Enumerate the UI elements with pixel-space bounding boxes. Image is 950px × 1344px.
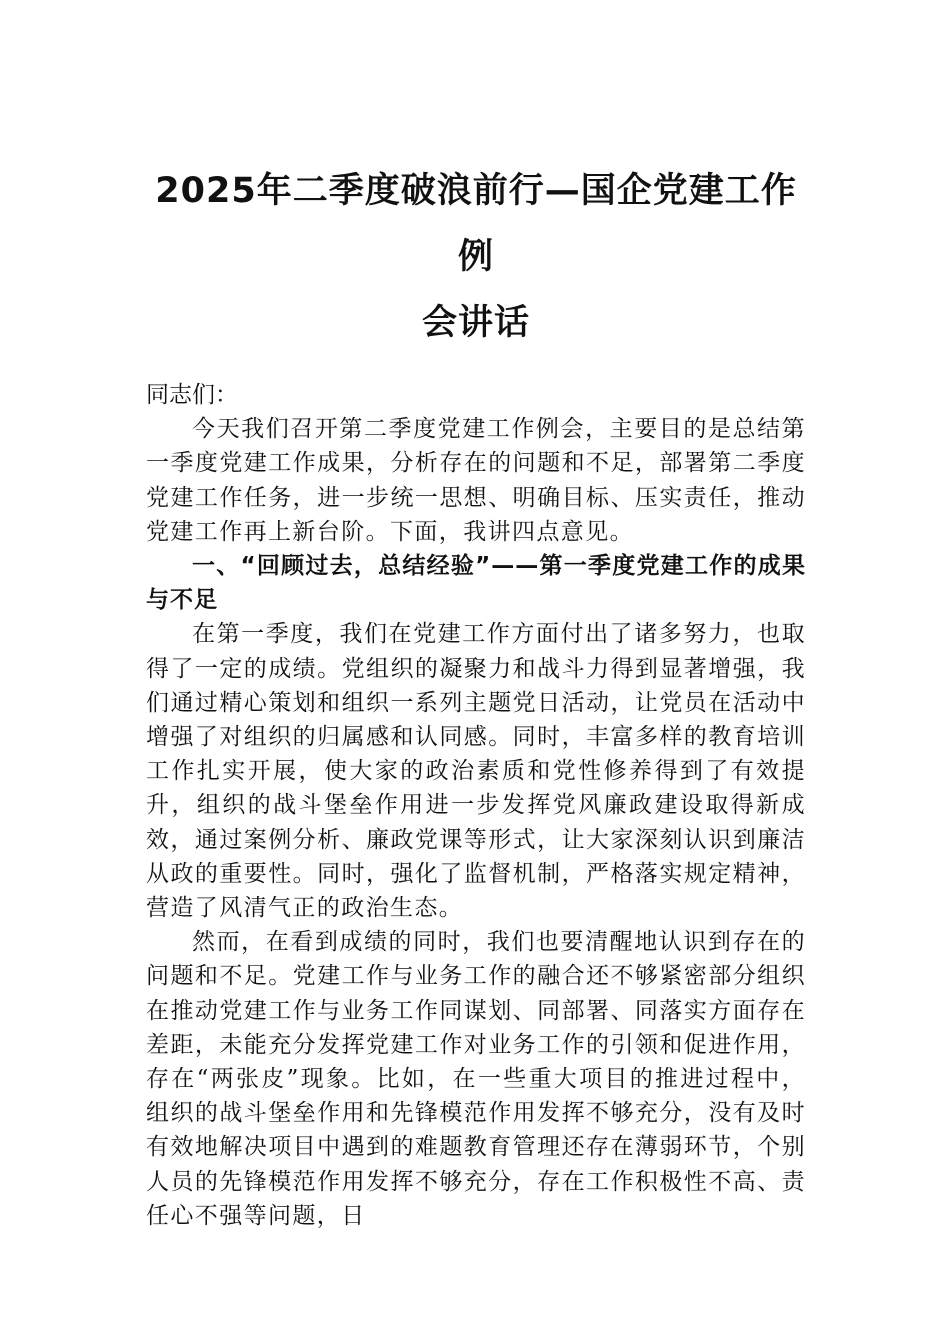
intro-paragraph: 今天我们召开第二季度党建工作例会，主要目的是总结第一季度党建工作成果，分析存在的问题和不足，部署第二季度党建工作任务，进一步统一思想、明确目标、压实责任，推动党建工作再上新台阶。下面，我讲四点意见。 [146, 416, 806, 545]
salutation: 同志们： [146, 382, 238, 408]
document-page [146, 158, 806, 1233]
section-1-paragraph-1: 在第一季度，我们在党建工作方面付出了诸多努力，也取得了一定的成绩。党组织的凝聚力和战斗力得到显著增强，我们通过精心策划和组织一系列主题党日活动，让党员在活动中增强了对组织的归属感和认同感。同时，丰富多样的教育培训工作扎实开展，使大家的政治素质和党性修养得到了有效提升，组织的战斗堡垒作用进一步发挥党风廉政建设取得新成效，通过案例分析、廉政党课等形式，让大家深刻认识到廉洁从政的重要性。同时，强化了监督机制，严格落实规定精神，营造了风清气正的政治生态。 [146, 621, 806, 922]
document-title [146, 158, 806, 356]
section-1-heading: 一、“回顾过去，总结经验”——第一季度党建工作的成果与不足 [146, 553, 806, 614]
section-1-paragraph-2: 然而，在看到成绩的同时，我们也要清醒地认识到存在的问题和不足。党建工作与业务工作的融合还不够紧密部分组织在推动党建工作与业务工作同谋划、同部署、同落实方面存在差距，未能充分发挥党建工作对业务工作的引领和促进作用，存在“两张皮”现象。比如，在一些重大项目的推进过程中，组织的战斗堡垒作用和先锋模范作用发挥不够充分，没有及时有效地解决项目中遇到的难题教育管理还存在薄弱环节，个别人员的先锋模范作用发挥不够充分，存在工作积极性不高、责任心不强等问题，日 [146, 929, 806, 1229]
document-body [146, 378, 806, 1233]
title-line-1: 2025年二季度破浪前行—国企党建工作例 [155, 171, 797, 277]
title-line-2: 会讲话 [421, 303, 530, 343]
